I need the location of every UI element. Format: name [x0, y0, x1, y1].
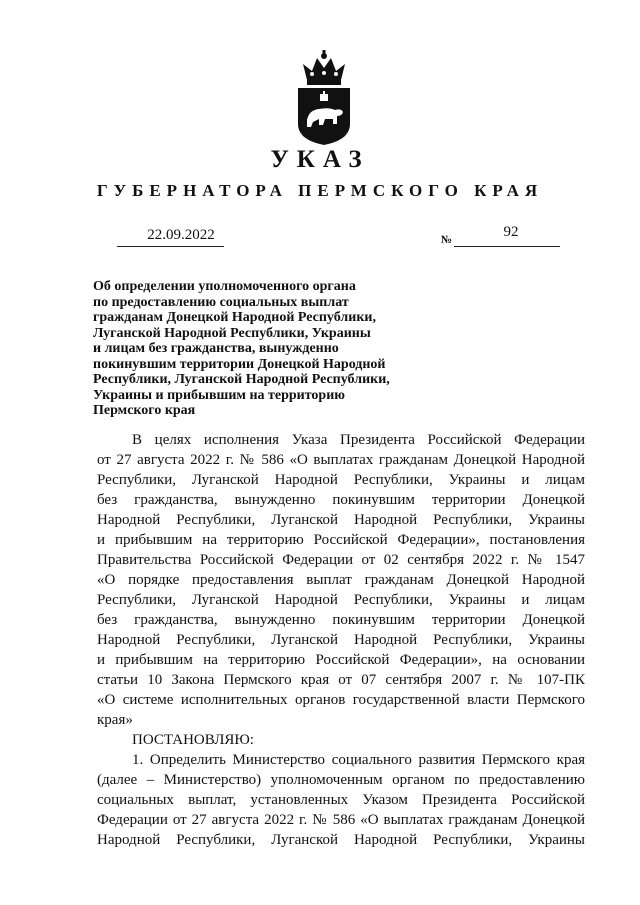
body-line: (далее – Министерство) уполномоченным органом по предоставлению	[97, 772, 585, 788]
date-underline	[117, 246, 224, 247]
subject-line: Об определении уполномоченного органа	[93, 279, 356, 294]
document-body	[97, 430, 585, 850]
subject-line: Пермского края	[93, 403, 196, 418]
number-underline	[454, 246, 560, 247]
body-line: 1. Определить Министерство социального развития Пермского края	[132, 752, 585, 768]
document-subject	[93, 279, 423, 419]
body-line: Народной Республики, Луганской Народной Республики, Украины	[97, 632, 585, 648]
subject-line: гражданам Донецкой Народной Республики,	[93, 310, 376, 325]
subject-line: Луганской Народной Республики, Украины	[93, 325, 371, 341]
document-date: 22.09.2022	[147, 227, 215, 243]
document-number: 92	[503, 224, 519, 240]
body-line: «О порядке предоставления выплат гражданам Донецкой Народной	[97, 572, 585, 588]
body-line: и прибывшим на территорию Российской Федерации», постановления	[97, 532, 585, 548]
number-label: №	[441, 234, 453, 246]
body-line: статьи 10 Закона Пермского края от 07 сентября 2007 г. № 107-ПК	[97, 672, 585, 688]
body-line: Федерации от 27 августа 2022 г. № 586 «О выплатах гражданам Донецкой	[97, 812, 585, 828]
subject-line: Украины и прибывшим на территорию	[93, 387, 345, 403]
body-line: «О системе исполнительных органов государственной власти Пермского	[97, 692, 585, 708]
body-line: Республики, Луганской Народной Республики, Украины и лицам	[97, 592, 585, 608]
body-line: социальных выплат, установленных Указом Президента Российской	[97, 792, 585, 808]
body-line: Народной Республики, Луганской Народной Республики, Украины	[97, 832, 585, 848]
body-line: и прибывшим на территорию Российской Федерации», на основании	[97, 652, 585, 668]
body-line: Народной Республики, Луганской Народной Республики, Украины	[97, 512, 585, 528]
body-line: края»	[97, 712, 133, 728]
subject-line: покинувшим территории Донецкой Народной	[93, 356, 386, 372]
coat-of-arms-emblem	[295, 50, 353, 146]
body-line: без гражданства, вынужденно покинувшим территории Донецкой	[97, 492, 585, 508]
body-line: от 27 августа 2022 г. № 586 «О выплатах гражданам Донецкой Народной	[97, 452, 585, 468]
document-title: УКАЗ	[270, 146, 370, 173]
body-line: В целях исполнения Указа Президента Российской Федерации	[132, 432, 585, 448]
body-line: Правительства Российской Федерации от 02 сентября 2022 г. № 1547	[97, 552, 585, 568]
subject-line: Республики, Луганской Народной Республики,	[93, 372, 390, 387]
subject-line: по предоставлению социальных выплат	[93, 294, 349, 310]
body-line: Республики, Луганской Народной Республики, Украины и лицам	[97, 472, 585, 488]
decree-word: ПОСТАНОВЛЯЮ:	[132, 732, 254, 748]
body-line: без гражданства, вынужденно покинувшим территории Донецкой	[97, 612, 585, 628]
document-subtitle: ГУБЕРНАТОРА ПЕРМСКОГО КРАЯ	[96, 181, 544, 200]
subject-line: и лицам без гражданства, вынужденно	[93, 341, 339, 356]
